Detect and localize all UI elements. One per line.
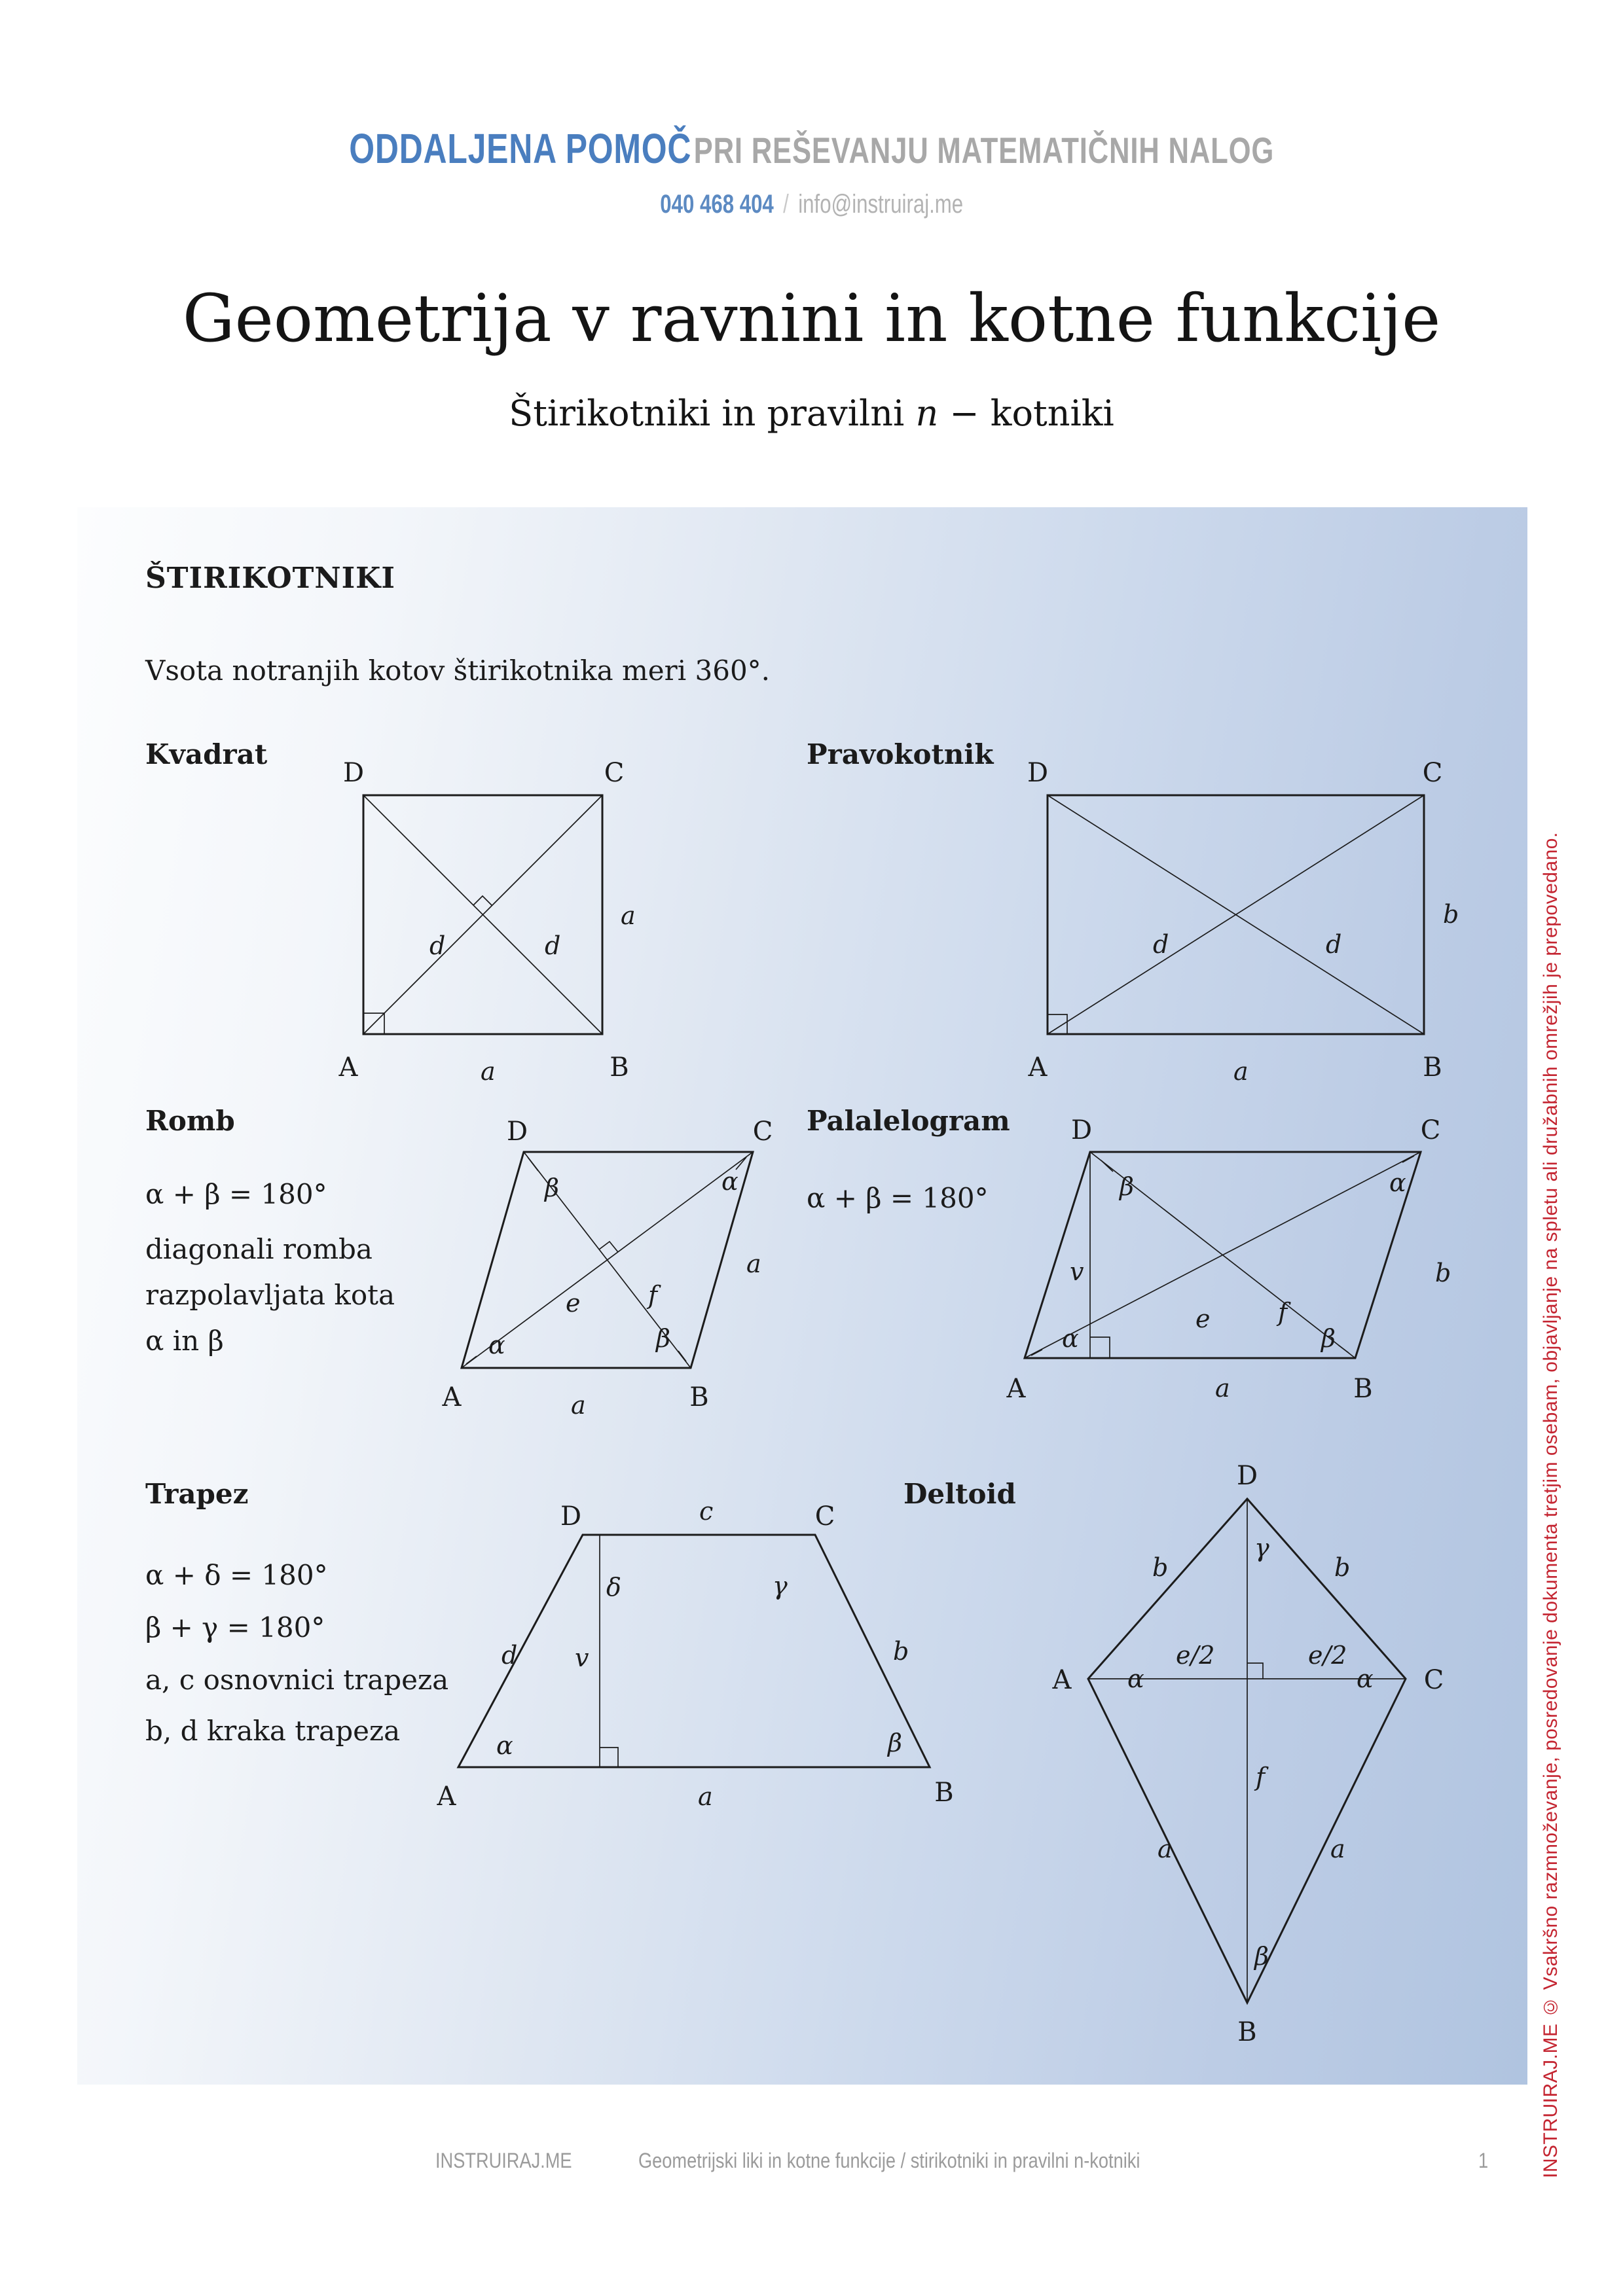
trapez-note: b, d kraka trapeza (145, 1715, 401, 1747)
page-subtitle (0, 393, 1623, 434)
subtitle-variable: n (915, 393, 939, 434)
copyright-notice: INSTRUIRAJ.ME © Vsakršno razmnoževanje, posredovanje dokumenta tretjim osebam, objavljanje na spletu ali družabnih omrežjih je prepovedano. (1540, 832, 1561, 2178)
side-label-c: c (699, 1497, 714, 1526)
angle-label-delta: δ (606, 1573, 621, 1602)
angle-label-alpha: α (1389, 1168, 1406, 1197)
diagonal-label-d: d (545, 931, 561, 960)
footer-brand (435, 2148, 596, 2173)
pravokotnik-diagram (1008, 753, 1467, 1106)
footer-brand-text: INSTRUIRAJ.ME (435, 2149, 572, 2172)
vertex-label-d: D (342, 758, 365, 788)
romb-note: diagonali romba (145, 1233, 373, 1265)
side-label-a: a (621, 901, 636, 930)
diagonal-label-d: d (1153, 930, 1169, 959)
angle-leader-line (1402, 1156, 1414, 1162)
trapez-diagram (406, 1492, 982, 1820)
vertex-label-b: B (610, 1052, 629, 1083)
palalelogram-diagram (1002, 1106, 1473, 1433)
angle-leader-line (678, 1351, 686, 1361)
side-label-a: a (1215, 1374, 1230, 1403)
page-title: Geometrija v ravnini in kotne funkcije (182, 280, 1441, 357)
header (0, 124, 1623, 173)
angle-label-beta: β (888, 1729, 902, 1757)
vertex-label-a: A (442, 1382, 462, 1412)
romb-note: razpolavljata kota (145, 1279, 395, 1311)
vertex-label-c: C (604, 758, 625, 788)
angle-leader-line (466, 1356, 477, 1364)
side-label-a: a (1158, 1835, 1173, 1863)
angle-label-gamma: γ (1254, 1534, 1269, 1562)
trapez-equation: α + δ = 180° (145, 1559, 328, 1591)
vertex-label-b: B (689, 1382, 709, 1412)
footer-doc-title (638, 2148, 1229, 2173)
angle-leader-line (1031, 1350, 1042, 1355)
side-label-a: a (481, 1057, 496, 1086)
right-angle-mark (599, 1242, 618, 1252)
diagonal-label-f: f (1256, 1763, 1266, 1791)
vertex-label-a: A (1006, 1374, 1026, 1404)
deltoid-title: Deltoid (903, 1478, 1016, 1510)
side-label-a: a (1330, 1835, 1345, 1863)
kvadrat-diagram (314, 753, 681, 1106)
pravokotnik-title: Pravokotnik (807, 738, 994, 770)
angle-label-beta: β (1321, 1324, 1336, 1353)
vertex-label-a: A (338, 1052, 358, 1083)
vertex-label-b: B (1353, 1374, 1373, 1404)
right-angle-mark (1247, 1663, 1263, 1679)
side-label-d: d (501, 1641, 518, 1670)
right-angle-mark (1090, 1337, 1110, 1358)
right-angle-mark (600, 1748, 618, 1767)
diagonal-label-e: e (1195, 1304, 1211, 1333)
email-address: info@instruiraj.me (798, 190, 963, 219)
vertex-label-c: C (1420, 1115, 1441, 1145)
side-label-a: a (571, 1391, 586, 1420)
side-label-a: a (698, 1782, 713, 1811)
diagonal-label-f: f (648, 1281, 658, 1310)
vertex-label-b: B (1423, 1052, 1442, 1083)
footer-page-number (1478, 2148, 1490, 2173)
side-label-b: b (1435, 1259, 1451, 1287)
vertex-label-c: C (752, 1117, 773, 1147)
half-diagonal-label: e/2 (1176, 1641, 1215, 1670)
angle-label-beta: β (545, 1174, 559, 1202)
side-label-b: b (893, 1637, 909, 1666)
vertex-label-a: A (1052, 1665, 1072, 1695)
vertex-label-b: B (1237, 2017, 1257, 2047)
contact-separator: / (782, 190, 789, 219)
angle-leader-line (528, 1157, 538, 1171)
angle-leader-line (1338, 1345, 1349, 1353)
angle-label-beta: β (656, 1324, 670, 1353)
angle-label-alpha: α (496, 1731, 513, 1760)
brand-tagline: PRI REŠEVANJU MATEMATIČNIH NALOG (693, 130, 1274, 171)
vertex-label-d: D (1236, 1461, 1258, 1491)
trapez-note: a, c osnovnici trapeza (145, 1664, 449, 1696)
brand-title: ODDALJENA POMOČ (349, 125, 692, 172)
height-label-v: v (1070, 1257, 1084, 1286)
romb-title: Romb (145, 1105, 235, 1137)
angle-label-beta: β (1120, 1172, 1134, 1201)
romb-note: α in β (145, 1325, 224, 1357)
trapezoid-outline (458, 1535, 930, 1767)
romb-equation: α + β = 180° (145, 1178, 327, 1210)
angle-leader-line (1101, 1160, 1113, 1172)
angle-label-gamma: γ (773, 1571, 788, 1600)
angle-label-beta: β (1254, 1942, 1269, 1971)
vertex-label-d: D (1027, 758, 1049, 788)
palalelogram-title: Palalelogram (807, 1105, 1010, 1137)
phone-number: 040 468 404 (660, 190, 774, 219)
right-angle-mark (473, 896, 492, 905)
trapez-title: Trapez (145, 1478, 249, 1510)
vertex-label-d: D (1070, 1115, 1093, 1145)
trapez-equation: β + γ = 180° (145, 1611, 325, 1643)
side-label-a: a (1233, 1057, 1249, 1086)
diagonal-label-d: d (1326, 930, 1342, 959)
angle-label-alpha: α (1127, 1664, 1144, 1693)
vertex-label-b: B (934, 1778, 954, 1808)
subtitle-pre: Štirikotniki in pravilni (509, 393, 916, 434)
footer-page-text: 1 (1478, 2149, 1489, 2172)
palalelogram-equation: α + β = 180° (807, 1182, 989, 1214)
height-label-v: v (575, 1643, 589, 1672)
vertex-label-c: C (1422, 758, 1443, 788)
side-label-a: a (746, 1249, 761, 1278)
vertex-label-c: C (814, 1501, 835, 1532)
vertex-label-c: C (1423, 1665, 1444, 1695)
section-heading: ŠTIRIKOTNIKI (145, 562, 396, 595)
right-angle-mark (1048, 1014, 1067, 1034)
header-contact (0, 190, 1623, 219)
vertex-label-d: D (560, 1501, 582, 1532)
subtitle-post: − kotniki (938, 393, 1114, 434)
side-label-b: b (1334, 1553, 1351, 1582)
diagonal-label-d: d (429, 931, 446, 960)
angle-label-alpha: α (488, 1331, 505, 1359)
romb-diagram (419, 1106, 799, 1433)
deltoid-diagram (1021, 1460, 1480, 2049)
angle-label-alpha: α (1357, 1664, 1374, 1693)
angle-label-alpha: α (721, 1167, 739, 1196)
angle-label-alpha: α (1062, 1324, 1079, 1353)
footer-doc-text: Geometrijski liki in kotne funkcije / stirikotniki in pravilni n-kotniki (638, 2149, 1140, 2172)
diagonal-label-f: f (1278, 1298, 1288, 1327)
diagonal-label-e: e (566, 1289, 581, 1318)
kvadrat-title: Kvadrat (145, 738, 268, 770)
section-intro: Vsota notranjih kotov štirikotnika meri 360°. (145, 655, 771, 687)
half-diagonal-label: e/2 (1308, 1641, 1347, 1670)
vertex-label-d: D (506, 1117, 528, 1147)
vertex-label-a: A (1028, 1052, 1048, 1083)
vertex-label-a: A (437, 1782, 456, 1812)
side-label-b: b (1443, 900, 1459, 929)
side-label-b: b (1152, 1553, 1169, 1582)
